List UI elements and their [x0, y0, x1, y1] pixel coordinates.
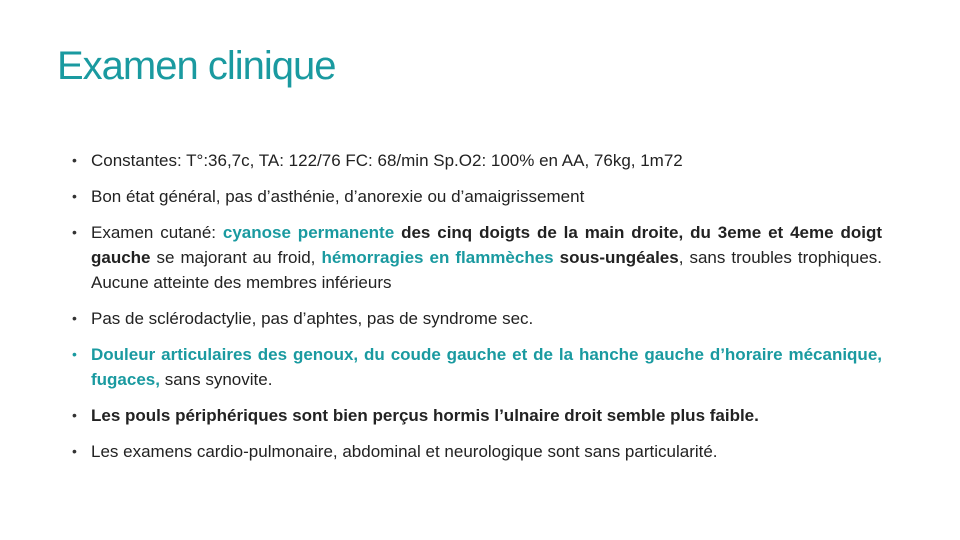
slide-title: Examen clinique — [57, 44, 336, 88]
bullet-icon: • — [72, 310, 77, 326]
bullet-text — [91, 403, 882, 428]
text-span: , sans troubles trophiques. Aucune atteinte des membres inférieurs — [91, 248, 882, 292]
text-span: Les pouls périphériques sont bien perçus hormis l’ulnaire droit semble plus faible. — [91, 406, 759, 425]
text-span: Bon état général, pas d’asthénie, d’anorexie ou d’amaigrissement — [91, 187, 585, 206]
bullet-text — [91, 439, 882, 464]
text-span: sans synovite. — [159, 370, 273, 389]
highlight-douleur: Douleur articulaires des genoux, du coude gauche et de la hanche gauche d’horaire mécanique, fugaces, — [91, 345, 882, 389]
text-span: Pas de sclérodactylie, pas d’aphtes, pas de syndrome sec. — [91, 309, 534, 328]
bullet-sclerodactylie — [72, 306, 882, 331]
bullet-text — [91, 342, 882, 392]
bullet-pouls — [72, 403, 882, 428]
bullet-icon: • — [72, 443, 77, 459]
bold-doigts: des cinq doigts de la main droite, du 3eme et 4eme doigt gauche — [91, 223, 882, 267]
bullet-examen-cutane — [72, 220, 882, 295]
bullet-text — [91, 148, 882, 173]
bullet-text — [91, 184, 882, 209]
bold-sous-ungeales: sous-ungéales — [559, 248, 679, 267]
highlight-cyanose: cyanose permanente — [222, 223, 395, 242]
text-span: Examen cutané: — [91, 223, 223, 242]
bullet-icon: • — [72, 188, 77, 204]
bullet-icon: • — [72, 407, 77, 423]
bullet-text — [91, 220, 882, 295]
bullet-icon: • — [72, 152, 77, 168]
bullet-examens — [72, 439, 882, 464]
bullet-icon: • — [72, 224, 77, 240]
bullet-list — [72, 148, 882, 475]
text-span: Les examens cardio-pulmonaire, abdominal et neurologique sont sans particularité. — [91, 442, 718, 461]
bullet-constantes — [72, 148, 882, 173]
text-span: Constantes: T°:36,7c, TA: 122/76 FC: 68/min Sp.O2: 100% en AA, 76kg, 1m72 — [91, 151, 683, 170]
bullet-icon: • — [72, 346, 77, 362]
bullet-etat-general — [72, 184, 882, 209]
text-span: se majorant au froid, — [150, 248, 322, 267]
bullet-text — [91, 306, 882, 331]
bullet-douleur-articulaire — [72, 342, 882, 392]
highlight-hemorragies: hémorragies en flammèches — [321, 248, 554, 267]
